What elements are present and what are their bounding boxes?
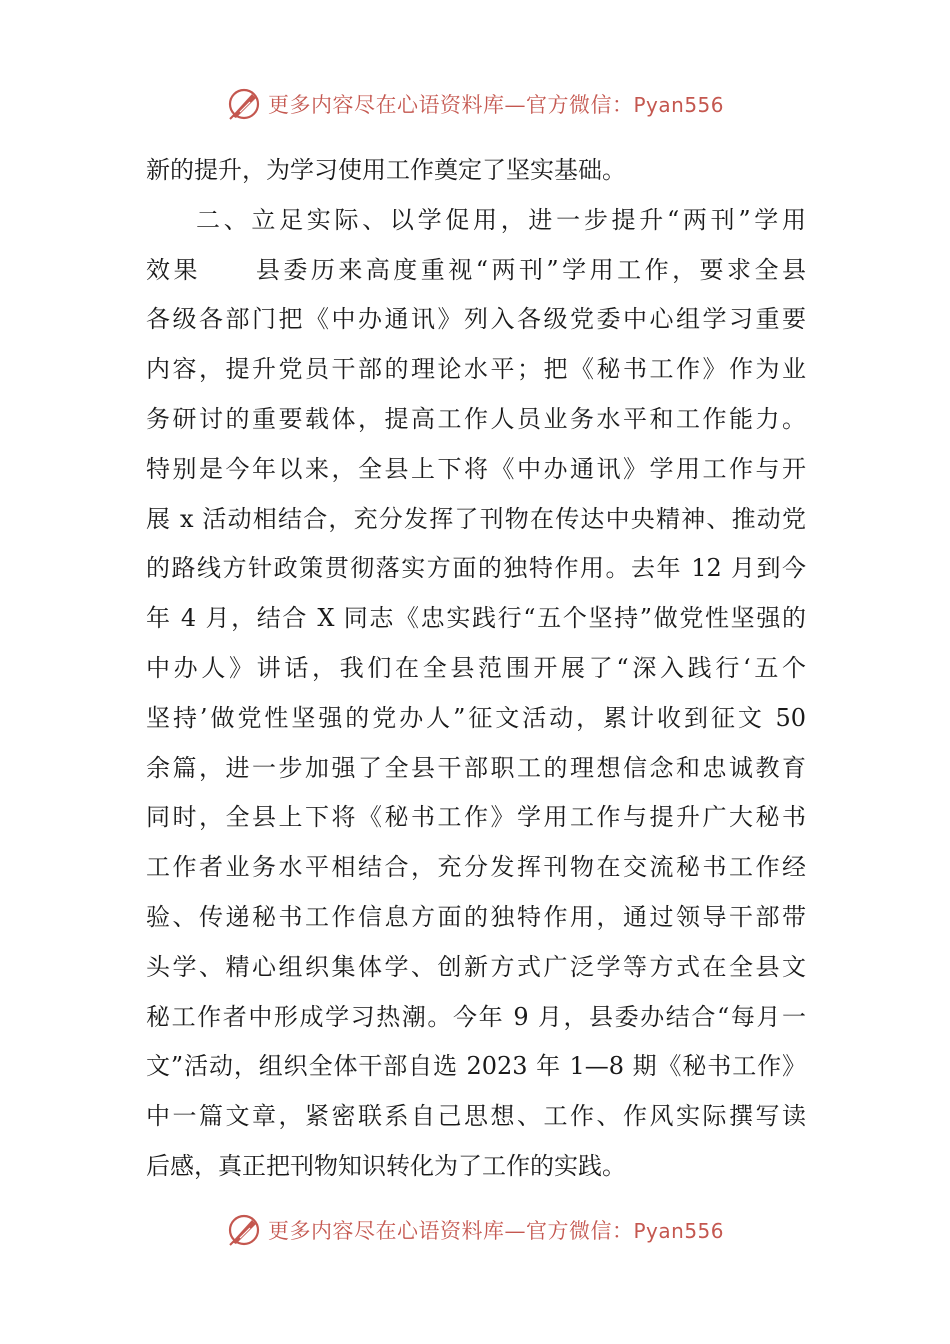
text-line: 年 4 月，结合 X 同志《忠实践行“五个坚持”做党性坚强的 (146, 604, 806, 633)
text-line: 工作者业务水平相结合，充分发挥刊物在交流秘书工作经 (146, 853, 806, 882)
text-line: 效果 县委历来高度重视“两刊”学用工作，要求全县 (146, 255, 806, 284)
watermark-text: 更多内容尽在心语资料库—官方微信：Pyan556 (267, 1219, 724, 1243)
text-line: 新的提升，为学习使用工作奠定了坚实基础。 (146, 156, 626, 184)
text-line: 展 x 活动相结合，充分发挥了刊物在传达中央精神、推动党 (146, 504, 806, 533)
text-line: 验、传递秘书工作信息方面的独特作用，通过领导干部带 (146, 902, 806, 931)
quill-pen-logo-icon (226, 1212, 262, 1248)
header-watermark-banner (0, 82, 950, 126)
text-line: 中一篇文章，紧密联系自己思想、工作、作风实际撰写读 (146, 1102, 806, 1131)
wechat-id: Pyan556 (633, 1219, 724, 1243)
wechat-id: Pyan556 (633, 93, 724, 117)
text-line: 特别是今年以来，全县上下将《中办通讯》学用工作与开 (146, 454, 806, 483)
text-line: 同时，全县上下将《秘书工作》学用工作与提升广大秘书 (146, 803, 806, 832)
text-line: 坚持’做党性坚强的党办人”征文活动，累计收到征文 50 (146, 703, 806, 732)
text-line: 余篇，进一步加强了全县干部职工的理想信念和忠诚教育 (146, 753, 806, 782)
text-line: 头学、精心组织集体学、创新方式广泛学等方式在全县文 (146, 952, 806, 981)
footer-watermark-banner (0, 1208, 950, 1252)
document-body (146, 146, 806, 1192)
watermark-text: 更多内容尽在心语资料库—官方微信：Pyan556 (267, 93, 724, 117)
text-line: 务研讨的重要载体，提高工作人员业务水平和工作能力。 (146, 404, 806, 433)
text-line: 秘工作者中形成学习热潮。今年 9 月，县委办结合“每月一 (146, 1002, 806, 1031)
text-line: 后感，真正把刊物知识转化为了工作的实践。 (146, 1151, 626, 1180)
section-heading-line: 二、立足实际、以学促用，进一步提升“两刊”学用 (196, 205, 806, 234)
text-line: 各级各部门把《中办通讯》列入各级党委中心组学习重要 (146, 305, 806, 334)
text-line: 中办人》讲话，我们在全县范围开展了“深入践行‘五个 (146, 653, 806, 682)
text-line: 的路线方针政策贯彻落实方面的独特作用。去年 12 月到今 (146, 554, 806, 583)
paragraph (146, 146, 806, 196)
text-line: 文”活动，组织全体干部自选 2023 年 1—8 期《秘书工作》 (146, 1052, 806, 1081)
text-line: 内容，提升党员干部的理论水平；把《秘书工作》作为业 (146, 355, 806, 384)
paragraph (146, 196, 806, 1192)
quill-pen-logo-icon (226, 86, 262, 122)
